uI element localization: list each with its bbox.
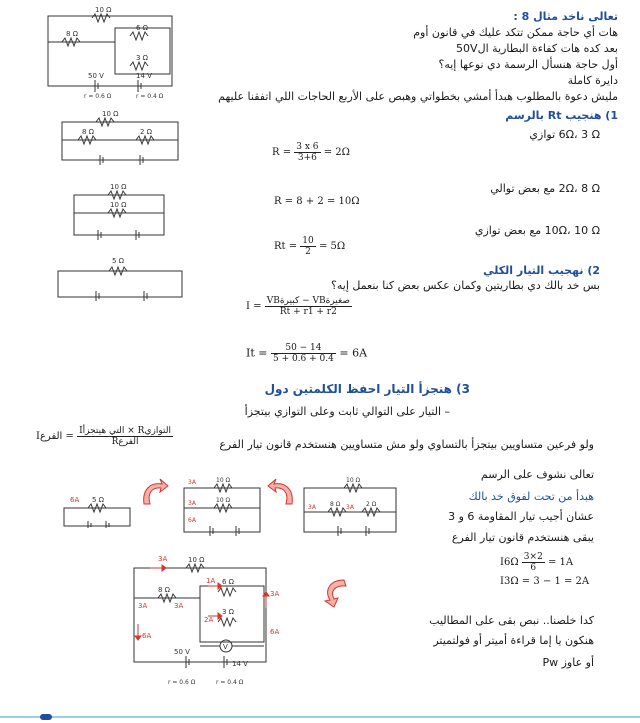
step3-eq2: I3Ω = 3 − 1 = 2A [500, 576, 590, 587]
example-title: تعالى ناخد مثال 8 : [513, 10, 618, 23]
svg-text:V: V [223, 643, 228, 651]
step3-line6: يبقى هنستخدم قانون تيار الفرع [451, 531, 594, 544]
label-emf14: 14 V [136, 72, 152, 80]
step2-formula: I = $\frac{\text{VBكبيرة − VBصغيرة}}{Rt + r1 + r2}$ [246, 296, 351, 317]
arrow-2 [266, 476, 298, 508]
svg-text:5 Ω: 5 Ω [92, 496, 105, 504]
svg-text:3A: 3A [270, 590, 280, 598]
header-line-2: بعد كده هات كفاءة البطارية ال50V [456, 42, 618, 55]
svg-text:3A: 3A [174, 602, 184, 610]
svg-text:8 Ω: 8 Ω [330, 501, 341, 508]
step3-line9: أو عاوز Pw [542, 656, 594, 669]
main-circuit-diagram [40, 6, 190, 100]
arrow-1 [138, 476, 170, 508]
svg-text:8 Ω: 8 Ω [158, 586, 171, 594]
label-r3: 3 Ω [136, 54, 149, 62]
step3-line8: هنكون يا إما قراءة أميتر أو فولتميتر [433, 634, 594, 647]
svg-text:6A: 6A [188, 517, 196, 524]
step3-eq1: I6Ω $\frac{3\times 2}{6}$ = 1A [500, 552, 574, 573]
svg-text:6 Ω: 6 Ω [222, 578, 235, 586]
svg-text:3A: 3A [308, 504, 316, 511]
step1-circuit-b [70, 185, 170, 241]
svg-text:10 Ω: 10 Ω [110, 201, 127, 209]
svg-text:3A: 3A [188, 479, 196, 486]
step1-a-text: 6Ω، 3 Ω توازي [529, 128, 600, 141]
page-bottom-bar [0, 716, 640, 718]
svg-text:50 V: 50 V [174, 648, 190, 656]
step1-title: 1) هنجيب Rt بالرسم [505, 109, 618, 122]
header-line-1: هات أي حاجة ممكن تتكد عليك في قانون أوم [413, 26, 618, 39]
step2-title: 2) نهجيب التيار الكلي [483, 264, 600, 277]
label-r04: r = 0.4 Ω [136, 93, 164, 100]
step3-title: 3) هنجزأ التيار احفظ الكلمتين دول [264, 382, 470, 396]
svg-text:10 Ω: 10 Ω [102, 110, 119, 118]
step1-b-text: 2Ω، 8 Ω مع بعض توالي [490, 182, 600, 195]
header-line-4: دايرة كاملة [567, 74, 618, 87]
svg-text:10 Ω: 10 Ω [188, 556, 205, 564]
svg-text:14 V: 14 V [232, 660, 248, 668]
page-indicator [40, 714, 52, 720]
svg-text:10 Ω: 10 Ω [346, 477, 361, 484]
step1-circuit-a [56, 110, 186, 166]
step1-c-equation: Rt = $\frac{10}{2}$ = 5Ω [274, 236, 346, 257]
svg-text:3 Ω: 3 Ω [222, 608, 235, 616]
arrow-3 [320, 576, 352, 608]
label-r06: r = 0.6 Ω [84, 93, 112, 100]
svg-text:8 Ω: 8 Ω [82, 128, 95, 136]
step1-circuit-c [54, 255, 186, 301]
header-line-5: مليش دعوة بالمطلوب هبدأ أمشي بخطواتي وهبص على الأربع الحاجات اللي اتفقنا عليهم [218, 90, 618, 103]
step3-branch-formula: Iالفرع = $\frac{\text{Iالتي هيتجزأ × Rالتوازي}}{\text{Rالفرع}}$ [36, 426, 171, 447]
svg-text:5 Ω: 5 Ω [112, 257, 125, 265]
step3-circuit-small [62, 494, 134, 528]
svg-text:2 Ω: 2 Ω [140, 128, 153, 136]
step2-line: بس خد بالك دي بطاريتين وكمان عكس بعض كنا بنعمل إيه؟ [331, 279, 600, 292]
svg-text:3A: 3A [188, 500, 196, 507]
step3-line5: عشان أجيب تيار المقاومة 6 و 3 [448, 510, 594, 523]
svg-text:3A: 3A [158, 555, 168, 563]
svg-text:1A: 1A [206, 577, 216, 585]
step3-line2: ولو فرعين متساويين بيتجزأ بالتساوي ولو مش متساويين هنستخدم قانون تيار الفرع [219, 438, 594, 451]
step3-circuit-mid [180, 478, 264, 538]
step2-calculation: It = $\frac{50 - 14}{5 + 0.6 + 0.4}$ = 6A [246, 343, 368, 364]
annotated-current-circuit [128, 552, 284, 690]
svg-text:2A: 2A [204, 616, 214, 624]
label-emf50: 50 V [88, 72, 104, 80]
label-r6: 6 Ω [136, 24, 149, 32]
svg-text:2 Ω: 2 Ω [366, 501, 377, 508]
step3-line4: هبدأ من تحت لفوق خد بالك [468, 490, 594, 503]
step1-a-equation: R = $\frac{3 x 6}{3+6}$ = 2Ω [272, 142, 350, 163]
step1-c-text: 10Ω، 10 Ω مع بعض توازي [474, 224, 600, 237]
svg-text:10 Ω: 10 Ω [216, 497, 231, 504]
svg-text:6A: 6A [270, 628, 280, 636]
label-r10: 10 Ω [95, 6, 112, 14]
svg-text:10 Ω: 10 Ω [216, 477, 231, 484]
step3-line7: كدا خلصنا.. نبص بقى على المطاليب [429, 614, 594, 627]
label-r8: 8 Ω [66, 30, 79, 38]
svg-text:3A: 3A [346, 504, 354, 511]
svg-text:r = 0.4 Ω: r = 0.4 Ω [216, 679, 244, 686]
step3-circuit-right [300, 478, 400, 538]
svg-text:r = 0.6 Ω: r = 0.6 Ω [168, 679, 196, 686]
step3-line3: تعالى نشوف على الرسم [480, 468, 594, 481]
svg-text:6A: 6A [70, 496, 80, 504]
svg-text:6A: 6A [142, 632, 152, 640]
header-line-3: أول حاجة هنسأل الرسمة دي نوعها إيه؟ [438, 58, 618, 71]
step1-b-equation: R = 8 + 2 = 10Ω [274, 196, 360, 207]
svg-text:3A: 3A [138, 602, 148, 610]
step3-line1: – التيار على التوالي ثابت وعلى التوازي بيتجزأ [244, 405, 450, 418]
svg-text:10 Ω: 10 Ω [110, 183, 127, 191]
